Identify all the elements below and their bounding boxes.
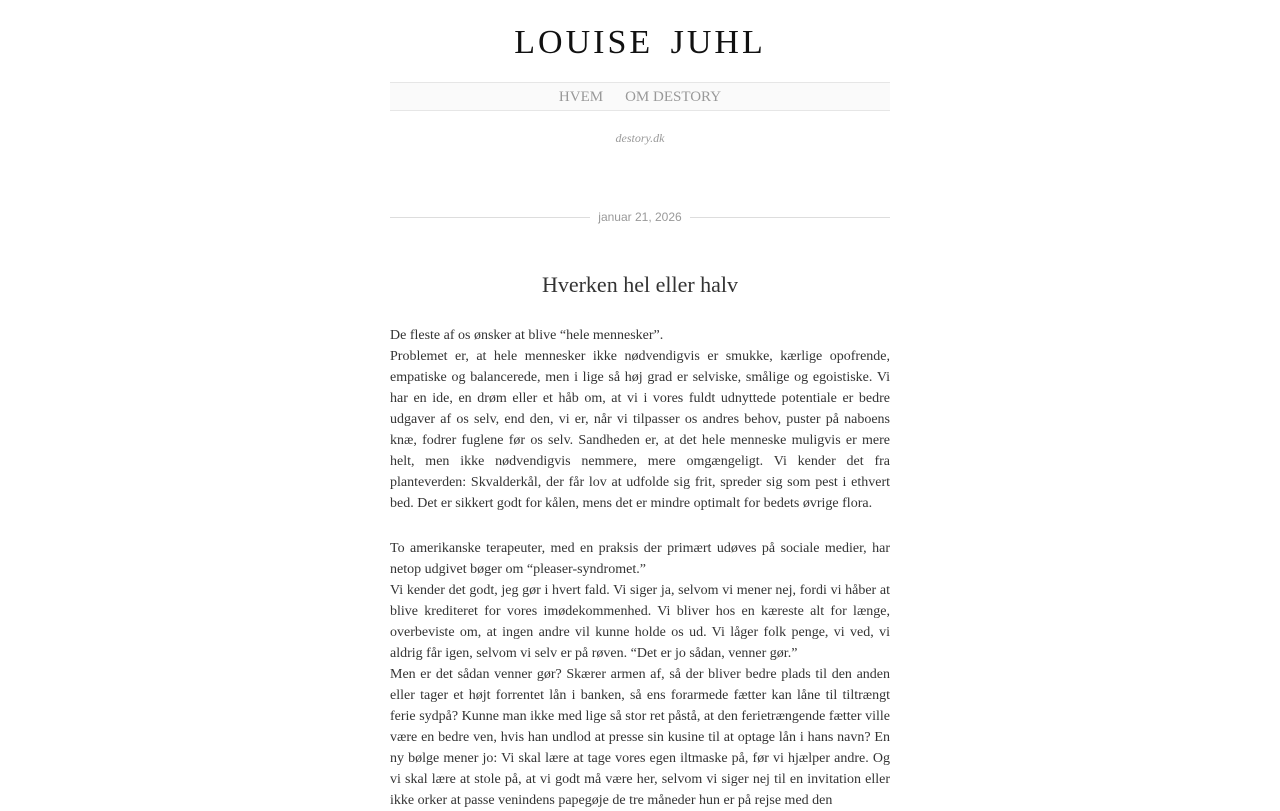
site-title[interactable]: LOUISE JUHL xyxy=(514,24,766,61)
post-date[interactable]: januar 21, 2026 xyxy=(598,210,682,224)
text-line: Vi kender det godt, jeg gør i hvert fald. Vi siger ja, selvom vi mener nej, fordi vi håber at blive krediteret for vores imødekommenhed. Vi bliver hos en kæreste alt for længe, overbeviste om, at ingen andre vil kunne holde os ud. Vi låger folk penge, vi ved, vi aldrig får igen, selvom vi selv er på røven. “Det er jo sådan, venner gør.” xyxy=(390,583,890,661)
site-tagline: destory.dk xyxy=(615,131,665,145)
nav-item-hvem[interactable]: HVEM xyxy=(558,89,604,105)
paragraph xyxy=(390,538,890,811)
text-line: De fleste af os ønsker at blive “hele mennesker”. xyxy=(390,328,664,343)
post-content xyxy=(390,325,890,811)
text-line: Men er det sådan venner gør? Skærer armen af, så der bliver bedre plads til den anden eller tager et højt forrentet lån i banken, så ens forarmede fætter kan låne til tiltrængt ferie sydpå? Kunne man ikke med lige så stor ret påstå, at den ferietrængende fætter ville være en bedre ven, hvis han undlod at presse sin kusine til at optage lån i hans navn? En ny bølge mener jo: Vi skal lære at tage vores egen iltmaske på, før vi hjælper andre. Og vi skal lære at stole på, at vi godt må være her, selvom vi siger nej til en invitation eller ikke orker at passe venindens papegøje de tre måneder hun er på rejse med den xyxy=(390,667,890,808)
paragraph xyxy=(390,325,890,514)
main-nav xyxy=(390,82,890,111)
nav-item-om-destory[interactable]: OM DESTORY xyxy=(625,89,722,105)
text-line: Problemet er, at hele mennesker ikke nødvendigvis er smukke, kærlige opofrende, empatiske og balancerede, men i lige så høj grad er selviske, smålige og egoistiske. Vi har en ide, en drøm eller et håb om, at vi i vores fuldt udnyttede potentiale er bedre udgaver af os selv, end den, vi er, når vi tilpasser os andres behov, puster på naboens knæ, fodrer fuglene før os selv. Sandheden er, at det hele menneske muligvis er mere helt, men ikke nødvendigvis nemmere, mere omgængeligt. Vi kender det fra planteverden: Skvalderkål, der får lov at udfolde sig frit, spreder sig som pest i ethvert bed. Det er sikkert godt for kålen, mens det er mindre optimalt for bedets øvrige flora. xyxy=(390,349,890,511)
text-line: To amerikanske terapeuter, med en praksis der primært udøves på sociale medier, har netop udgivet bøger om “pleaser-syndromet.” xyxy=(390,541,890,577)
page xyxy=(390,0,890,811)
post-title[interactable]: Hverken hel eller halv xyxy=(541,272,739,297)
post-date-row xyxy=(390,210,890,224)
divider xyxy=(390,217,590,218)
divider xyxy=(690,217,890,218)
